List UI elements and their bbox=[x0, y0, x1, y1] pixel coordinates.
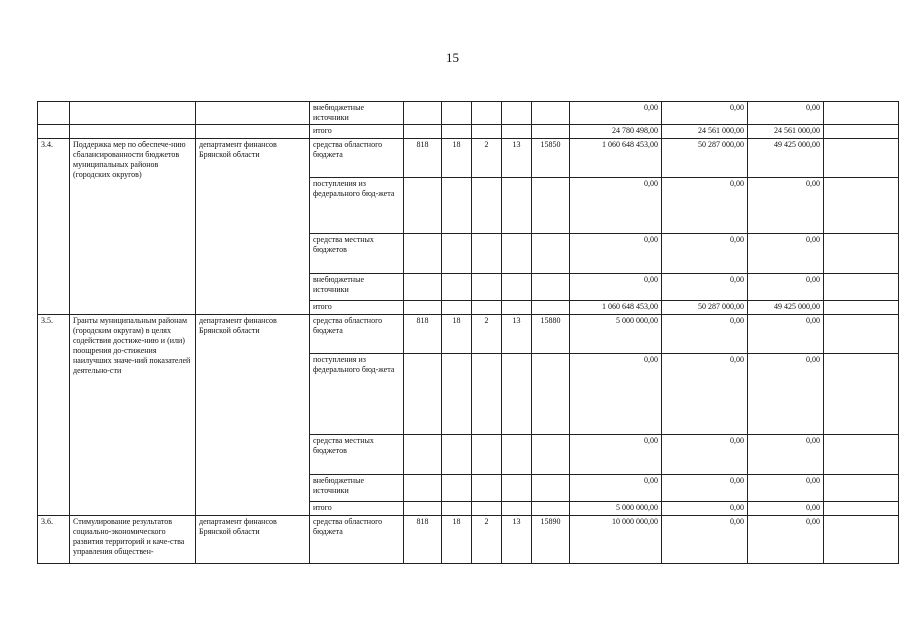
amount-cell: 0,00 bbox=[662, 354, 748, 435]
kbk-cell bbox=[472, 435, 502, 475]
kbk-cell bbox=[404, 354, 442, 435]
kbk-cell bbox=[472, 475, 502, 502]
kbk-cell bbox=[442, 274, 472, 301]
source-cell: средства областного бюджета bbox=[310, 139, 404, 178]
amount-cell: 50 287 000,00 bbox=[662, 139, 748, 178]
executor-cell: департамент финансов Брянской области bbox=[196, 315, 310, 516]
kbk-cell bbox=[404, 234, 442, 274]
kbk-cell bbox=[532, 502, 570, 516]
item-name-cell: Поддержка мер по обеспече-нию сбалансированности бюджетов муниципальных районов (городских округов) bbox=[70, 139, 196, 315]
kbk-cell bbox=[442, 234, 472, 274]
kbk-cell bbox=[502, 234, 532, 274]
item-name-cell: Стимулирование результатов социально-экономического развития территорий и каче-ства управления обществен- bbox=[70, 516, 196, 564]
kbk-cell bbox=[502, 102, 532, 125]
kbk-cell: 2 bbox=[472, 315, 502, 354]
amount-cell: 5 000 000,00 bbox=[570, 315, 662, 354]
amount-cell: 50 287 000,00 bbox=[662, 301, 748, 315]
kbk-cell: 2 bbox=[472, 139, 502, 178]
kbk-cell bbox=[532, 435, 570, 475]
kbk-cell: 2 bbox=[472, 516, 502, 564]
budget-table bbox=[37, 101, 899, 564]
kbk-cell bbox=[502, 354, 532, 435]
extra-cell bbox=[824, 234, 899, 274]
amount-cell: 0,00 bbox=[662, 234, 748, 274]
kbk-cell: 18 bbox=[442, 516, 472, 564]
kbk-cell bbox=[404, 102, 442, 125]
amount-cell: 0,00 bbox=[748, 475, 824, 502]
amount-cell: 5 000 000,00 bbox=[570, 502, 662, 516]
amount-cell: 0,00 bbox=[570, 274, 662, 301]
kbk-cell: 13 bbox=[502, 139, 532, 178]
kbk-cell: 818 bbox=[404, 139, 442, 178]
source-cell: средства местных бюджетов bbox=[310, 435, 404, 475]
kbk-cell bbox=[532, 178, 570, 234]
source-cell: внебюджетные источники bbox=[310, 102, 404, 125]
source-cell: итого bbox=[310, 125, 404, 139]
amount-cell: 0,00 bbox=[662, 502, 748, 516]
kbk-cell bbox=[532, 102, 570, 125]
kbk-cell: 15850 bbox=[532, 139, 570, 178]
extra-cell bbox=[824, 139, 899, 178]
kbk-cell: 18 bbox=[442, 139, 472, 178]
source-cell: средства местных бюджетов bbox=[310, 234, 404, 274]
amount-cell: 10 000 000,00 bbox=[570, 516, 662, 564]
amount-cell: 0,00 bbox=[748, 274, 824, 301]
amount-cell: 0,00 bbox=[570, 354, 662, 435]
amount-cell: 0,00 bbox=[662, 274, 748, 301]
extra-cell bbox=[824, 475, 899, 502]
kbk-cell bbox=[472, 354, 502, 435]
source-cell: поступления из федерального бюд-жета bbox=[310, 178, 404, 234]
extra-cell bbox=[824, 435, 899, 475]
kbk-cell bbox=[502, 301, 532, 315]
kbk-cell bbox=[502, 502, 532, 516]
kbk-cell bbox=[472, 502, 502, 516]
table-row bbox=[38, 102, 899, 125]
item-number-cell: 3.6. bbox=[38, 516, 70, 564]
executor-cell: департамент финансов Брянской области bbox=[196, 139, 310, 315]
kbk-cell bbox=[442, 301, 472, 315]
amount-cell: 24 561 000,00 bbox=[748, 125, 824, 139]
executor-cell bbox=[196, 125, 310, 139]
amount-cell: 0,00 bbox=[748, 315, 824, 354]
kbk-cell bbox=[472, 102, 502, 125]
kbk-cell bbox=[532, 354, 570, 435]
kbk-cell bbox=[442, 502, 472, 516]
extra-cell bbox=[824, 301, 899, 315]
kbk-cell bbox=[532, 475, 570, 502]
kbk-cell: 13 bbox=[502, 315, 532, 354]
kbk-cell bbox=[442, 475, 472, 502]
kbk-cell bbox=[442, 125, 472, 139]
kbk-cell bbox=[472, 274, 502, 301]
amount-cell: 0,00 bbox=[662, 178, 748, 234]
item-name-cell bbox=[70, 102, 196, 125]
amount-cell: 0,00 bbox=[570, 234, 662, 274]
kbk-cell bbox=[502, 125, 532, 139]
amount-cell: 0,00 bbox=[748, 516, 824, 564]
kbk-cell bbox=[502, 475, 532, 502]
kbk-cell: 15890 bbox=[532, 516, 570, 564]
table-row bbox=[38, 315, 899, 354]
kbk-cell bbox=[404, 435, 442, 475]
amount-cell: 0,00 bbox=[748, 102, 824, 125]
kbk-cell bbox=[472, 125, 502, 139]
amount-cell: 0,00 bbox=[748, 354, 824, 435]
kbk-cell bbox=[442, 178, 472, 234]
table-row bbox=[38, 125, 899, 139]
amount-cell: 0,00 bbox=[748, 435, 824, 475]
amount-cell: 0,00 bbox=[570, 102, 662, 125]
executor-cell bbox=[196, 102, 310, 125]
extra-cell bbox=[824, 125, 899, 139]
extra-cell bbox=[824, 354, 899, 435]
item-number-cell: 3.4. bbox=[38, 139, 70, 315]
kbk-cell bbox=[502, 274, 532, 301]
table-row bbox=[38, 139, 899, 178]
extra-cell bbox=[824, 315, 899, 354]
kbk-cell bbox=[502, 435, 532, 475]
kbk-cell bbox=[472, 234, 502, 274]
item-number-cell: 3.5. bbox=[38, 315, 70, 516]
amount-cell: 0,00 bbox=[748, 502, 824, 516]
amount-cell: 0,00 bbox=[570, 178, 662, 234]
item-number-cell bbox=[38, 102, 70, 125]
extra-cell bbox=[824, 102, 899, 125]
kbk-cell bbox=[532, 301, 570, 315]
source-cell: внебюджетные источники bbox=[310, 475, 404, 502]
source-cell: внебюджетные источники bbox=[310, 274, 404, 301]
kbk-cell: 818 bbox=[404, 315, 442, 354]
amount-cell: 24 561 000,00 bbox=[662, 125, 748, 139]
kbk-cell bbox=[502, 178, 532, 234]
amount-cell: 1 060 648 453,00 bbox=[570, 139, 662, 178]
amount-cell: 49 425 000,00 bbox=[748, 139, 824, 178]
item-name-cell bbox=[70, 125, 196, 139]
kbk-cell bbox=[442, 102, 472, 125]
amount-cell: 0,00 bbox=[570, 475, 662, 502]
extra-cell bbox=[824, 502, 899, 516]
source-cell: итого bbox=[310, 502, 404, 516]
amount-cell: 0,00 bbox=[748, 234, 824, 274]
kbk-cell bbox=[404, 475, 442, 502]
kbk-cell: 13 bbox=[502, 516, 532, 564]
executor-cell: департамент финансов Брянской области bbox=[196, 516, 310, 564]
source-cell: поступления из федерального бюд-жета bbox=[310, 354, 404, 435]
kbk-cell bbox=[442, 435, 472, 475]
amount-cell: 24 780 498,00 bbox=[570, 125, 662, 139]
extra-cell bbox=[824, 516, 899, 564]
source-cell: итого bbox=[310, 301, 404, 315]
amount-cell: 0,00 bbox=[662, 435, 748, 475]
source-cell: средства областного бюджета bbox=[310, 315, 404, 354]
extra-cell bbox=[824, 178, 899, 234]
kbk-cell bbox=[404, 502, 442, 516]
kbk-cell bbox=[404, 274, 442, 301]
page-number: 15 bbox=[446, 50, 459, 65]
amount-cell: 0,00 bbox=[662, 516, 748, 564]
amount-cell: 0,00 bbox=[662, 315, 748, 354]
kbk-cell bbox=[532, 234, 570, 274]
amount-cell: 1 060 648 453,00 bbox=[570, 301, 662, 315]
amount-cell: 0,00 bbox=[662, 102, 748, 125]
table-row bbox=[38, 516, 899, 564]
amount-cell: 49 425 000,00 bbox=[748, 301, 824, 315]
extra-cell bbox=[824, 274, 899, 301]
item-name-cell: Гранты муниципальным районам (городским округам) в целях содействия достиже-нию и (или) поощрения до-стижения наилучших значе-ний показателей деятельно-сти bbox=[70, 315, 196, 516]
kbk-cell bbox=[532, 125, 570, 139]
kbk-cell: 818 bbox=[404, 516, 442, 564]
kbk-cell bbox=[472, 178, 502, 234]
kbk-cell bbox=[404, 125, 442, 139]
kbk-cell bbox=[404, 178, 442, 234]
kbk-cell bbox=[472, 301, 502, 315]
kbk-cell bbox=[532, 274, 570, 301]
source-cell: средства областного бюджета bbox=[310, 516, 404, 564]
amount-cell: 0,00 bbox=[748, 178, 824, 234]
amount-cell: 0,00 bbox=[570, 435, 662, 475]
amount-cell: 0,00 bbox=[662, 475, 748, 502]
kbk-cell: 18 bbox=[442, 315, 472, 354]
kbk-cell: 15880 bbox=[532, 315, 570, 354]
kbk-cell bbox=[442, 354, 472, 435]
item-number-cell bbox=[38, 125, 70, 139]
kbk-cell bbox=[404, 301, 442, 315]
